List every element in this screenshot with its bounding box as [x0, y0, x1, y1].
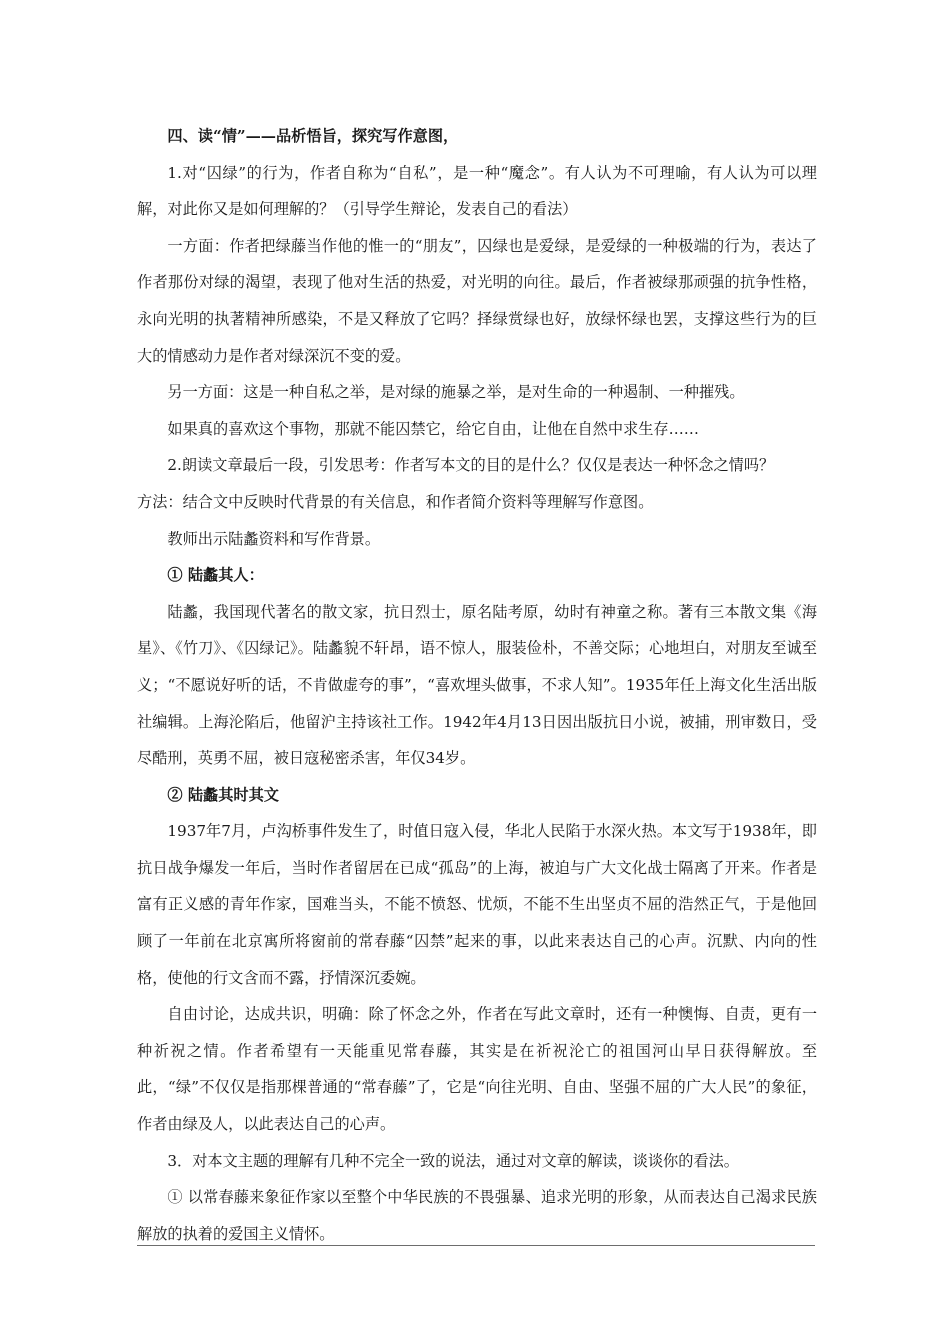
question-3-answer-1: ① 以常春藤来象征作家以至整个中华民族的不畏强暴、追求光明的形象，从而表达自己渴求民族解放的执着的爱国主义情怀。 [137, 1188, 817, 1243]
question-1-prompt: 1.对“囚绿”的行为，作者自称为“自私”，是一种“魔念”。有人认为不可理喻，有人认为可以理解，对此你又是如何理解的？（引导学生辩论，发表自己的看法） [137, 163, 817, 219]
question-1-view-three: 如果真的喜欢这个事物，那就不能囚禁它，给它自由，让他在自然中求生存…… [167, 419, 699, 438]
question-1-view-two: 另一方面：这是一种自私之举，是对绿的施暴之举，是对生命的一种遏制、一种摧残。 [167, 383, 745, 402]
question-3-prompt: 3．对本文主题的理解有几种不完全一致的说法，通过对文章的解读，谈谈你的看法。 [167, 1151, 739, 1170]
document-body [137, 118, 817, 1252]
question-1-view-one: 一方面：作者把绿藤当作他的惟一的“朋友”，囚绿也是爱绿，是爱绿的一种极端的行为，表达了作者那份对绿的渴望，表现了他对生活的热爱，对光明的向往。最后，作者被绿那顽强的抗争性格，永向光明的执著精神所感染，不是又释放了它吗？择绿赏绿也好，放绿怀绿也罢，支撑这些行为的巨大的情感动力是作者对绿深沉不变的爱。 [137, 236, 817, 365]
subsection-1-body: 陆蠡，我国现代著名的散文家，抗日烈士，原名陆考原，幼时有神童之称。著有三本散文集《海星》、《竹刀》、《囚绿记》。陆蠡貌不轩昂，语不惊人，服装俭朴，不善交际；心地坦白，对朋友至诚至义；“不愿说好听的话，不肯做虚夸的事”，“喜欢埋头做事，不求人知”。1935年任上海文化生活出版社编辑。上海沦陷后，他留沪主持该社工作。1942年4月13日因出版抗日小说，被捕，刑审数日，受尽酷刑，英勇不屈，被日寇秘密杀害，年仅34岁。 [137, 602, 817, 768]
question-2-prompt: 2.朗读文章最后一段，引发思考：作者写本文的目的是什么？仅仅是表达一种怀念之情吗？ [167, 456, 775, 475]
section-heading: 四、读“情”——品析悟旨，探究写作意图， [167, 127, 459, 145]
subsection-2-body: 1937年7月，卢沟桥事件发生了，时值日寇入侵，华北人民陷于水深火热。本文写于1938年，即抗日战争爆发一年后，当时作者留居在已成“孤岛”的上海，被迫与广大文化战士隔离了开来。作者是富有正义感的青年作家，国难当头，不能不愤怒、忧烦，不能不生出坚贞不屈的浩然正气，于是他回顾了一年前在北京寓所将窗前的常春藤“囚禁”起来的事，以此来表达自己的心声。沉默、内向的性格，使他的行文含而不露，抒情深沉委婉。 [137, 822, 817, 987]
question-2-method: 方法：结合文中反映时代背景的有关信息，和作者简介资料等理解写作意图。 [137, 492, 654, 511]
subsection-2-heading: ② 陆蠡其时其文 [167, 785, 279, 804]
teacher-note: 教师出示陆蠡资料和写作背景。 [167, 529, 381, 548]
footer-divider [137, 1245, 815, 1246]
discussion-paragraph: 自由讨论，达成共识，明确：除了怀念之外，作者在写此文章时，还有一种懊悔、自责，更有一种祈祝之情。作者希望有一天能重见常春藤，其实是在祈祝沦亡的祖国河山早日获得解放。至此，“绿”不仅仅是指那棵普通的“常春藤”了，它是“向往光明、自由、坚强不屈的广大人民”的象征，作者由绿及人，以此表达自己的心声。 [137, 1005, 817, 1134]
subsection-1-heading: ① 陆蠡其人： [167, 566, 264, 585]
